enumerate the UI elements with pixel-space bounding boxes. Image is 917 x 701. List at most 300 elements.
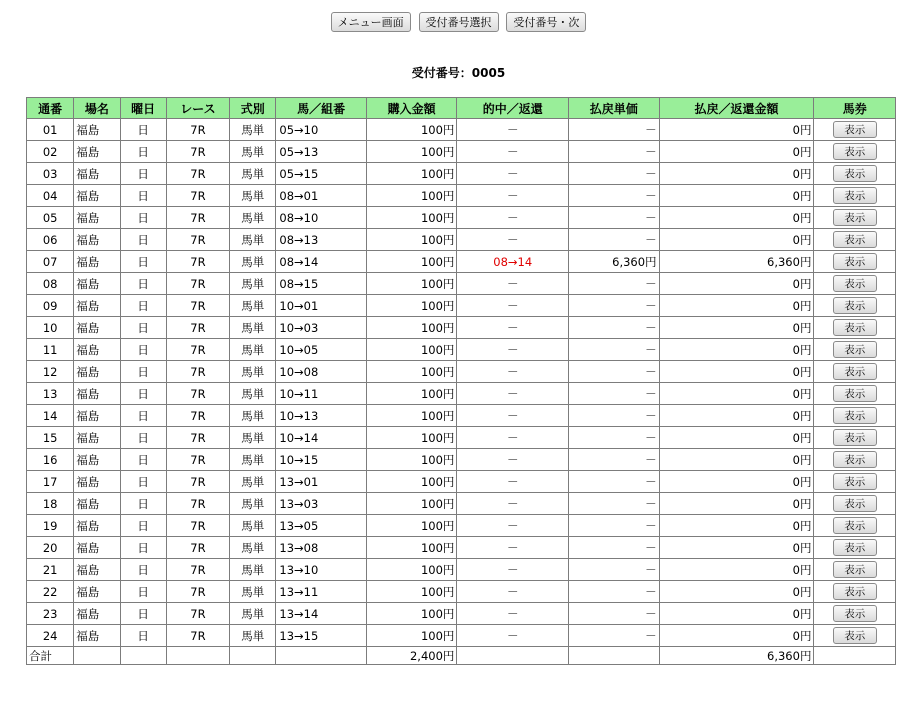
show-ticket-button[interactable]: 表示 [833, 605, 877, 622]
combination-cell: 10→05 [276, 339, 366, 360]
ticket-cell [814, 361, 895, 382]
race-cell: 7R [167, 559, 229, 580]
payout-amount-cell: 0円 [660, 317, 814, 338]
day-cell: 日 [121, 141, 166, 162]
bet-type-cell: 馬単 [230, 273, 275, 294]
serial-cell: 01 [27, 119, 73, 140]
show-ticket-button[interactable]: 表示 [833, 253, 877, 270]
day-cell: 日 [121, 295, 166, 316]
table-row [27, 449, 895, 470]
toolbar [0, 12, 917, 32]
table-row [27, 471, 895, 492]
show-ticket-button[interactable]: 表示 [833, 209, 877, 226]
hit-refund-cell: － [457, 405, 568, 426]
day-cell: 日 [121, 493, 166, 514]
table-row [27, 185, 895, 206]
table-row [27, 515, 895, 536]
header-venue: 場名 [74, 98, 119, 118]
purchase-amount-cell: 100円 [367, 163, 457, 184]
venue-cell: 福島 [74, 581, 119, 602]
total-empty-cell [569, 647, 659, 664]
combination-cell: 05→13 [276, 141, 366, 162]
payout-amount-cell: 0円 [660, 603, 814, 624]
total-empty-cell [457, 647, 568, 664]
day-cell: 日 [121, 427, 166, 448]
combination-cell: 10→15 [276, 449, 366, 470]
payout-unit-cell: － [569, 383, 659, 404]
hit-refund-cell: － [457, 471, 568, 492]
receipt-select-button[interactable]: 受付番号選択 [419, 12, 499, 32]
ticket-cell [814, 537, 895, 558]
bet-type-cell: 馬単 [230, 207, 275, 228]
payout-unit-cell: － [569, 449, 659, 470]
total-empty-cell [230, 647, 275, 664]
payout-unit-cell: － [569, 405, 659, 426]
show-ticket-button[interactable]: 表示 [833, 143, 877, 160]
purchase-amount-cell: 100円 [367, 251, 457, 272]
ticket-cell [814, 383, 895, 404]
combination-cell: 10→14 [276, 427, 366, 448]
show-ticket-button[interactable]: 表示 [833, 121, 877, 138]
payout-amount-cell: 0円 [660, 339, 814, 360]
bet-type-cell: 馬単 [230, 251, 275, 272]
venue-cell: 福島 [74, 273, 119, 294]
payout-unit-cell: － [569, 339, 659, 360]
venue-cell: 福島 [74, 405, 119, 426]
purchase-amount-cell: 100円 [367, 405, 457, 426]
show-ticket-button[interactable]: 表示 [833, 627, 877, 644]
serial-cell: 05 [27, 207, 73, 228]
ticket-cell [814, 273, 895, 294]
combination-cell: 13→08 [276, 537, 366, 558]
bet-type-cell: 馬単 [230, 295, 275, 316]
bet-type-cell: 馬単 [230, 471, 275, 492]
serial-cell: 24 [27, 625, 73, 646]
table-row [27, 273, 895, 294]
bet-type-cell: 馬単 [230, 405, 275, 426]
combination-cell: 13→03 [276, 493, 366, 514]
header-day: 曜日 [121, 98, 166, 118]
purchase-amount-cell: 100円 [367, 141, 457, 162]
venue-cell: 福島 [74, 119, 119, 140]
venue-cell: 福島 [74, 471, 119, 492]
bet-type-cell: 馬単 [230, 625, 275, 646]
day-cell: 日 [121, 229, 166, 250]
bet-type-cell: 馬単 [230, 537, 275, 558]
serial-cell: 02 [27, 141, 73, 162]
table-row [27, 207, 895, 228]
payout-unit-cell: － [569, 273, 659, 294]
combination-cell: 05→10 [276, 119, 366, 140]
day-cell: 日 [121, 185, 166, 206]
table-row [27, 163, 895, 184]
show-ticket-button[interactable]: 表示 [833, 429, 877, 446]
day-cell: 日 [121, 251, 166, 272]
header-payout-amount: 払戻／返還金額 [660, 98, 814, 118]
ticket-cell [814, 317, 895, 338]
hit-refund-cell: － [457, 515, 568, 536]
hit-refund-cell: － [457, 559, 568, 580]
payout-amount-cell: 0円 [660, 625, 814, 646]
purchase-amount-cell: 100円 [367, 383, 457, 404]
hit-refund-cell: － [457, 185, 568, 206]
table-row [27, 141, 895, 162]
serial-cell: 08 [27, 273, 73, 294]
table-row [27, 229, 895, 250]
show-ticket-button[interactable]: 表示 [833, 297, 877, 314]
ticket-cell [814, 207, 895, 228]
serial-cell: 07 [27, 251, 73, 272]
total-label: 合計 [27, 647, 73, 664]
header-hit-refund: 的中／返還 [457, 98, 568, 118]
payout-amount-cell: 0円 [660, 559, 814, 580]
bet-type-cell: 馬単 [230, 317, 275, 338]
ticket-cell [814, 405, 895, 426]
hit-refund-cell: － [457, 537, 568, 558]
serial-cell: 03 [27, 163, 73, 184]
purchase-amount-cell: 100円 [367, 361, 457, 382]
show-ticket-button[interactable]: 表示 [833, 319, 877, 336]
show-ticket-button[interactable]: 表示 [833, 495, 877, 512]
venue-cell: 福島 [74, 559, 119, 580]
bet-type-cell: 馬単 [230, 163, 275, 184]
show-ticket-button[interactable]: 表示 [833, 407, 877, 424]
combination-cell: 13→10 [276, 559, 366, 580]
payout-amount-cell: 0円 [660, 405, 814, 426]
show-ticket-button[interactable]: 表示 [833, 517, 877, 534]
payout-unit-cell: － [569, 185, 659, 206]
venue-cell: 福島 [74, 449, 119, 470]
combination-cell: 10→08 [276, 361, 366, 382]
show-ticket-button[interactable]: 表示 [833, 385, 877, 402]
serial-cell: 21 [27, 559, 73, 580]
ticket-cell [814, 163, 895, 184]
day-cell: 日 [121, 273, 166, 294]
ticket-cell [814, 625, 895, 646]
serial-cell: 04 [27, 185, 73, 206]
serial-cell: 23 [27, 603, 73, 624]
ticket-cell [814, 339, 895, 360]
payout-amount-cell: 0円 [660, 207, 814, 228]
ticket-cell [814, 559, 895, 580]
show-ticket-button[interactable]: 表示 [833, 583, 877, 600]
ticket-cell [814, 449, 895, 470]
header-bet-type: 式別 [230, 98, 275, 118]
race-cell: 7R [167, 603, 229, 624]
table-row [27, 625, 895, 646]
purchase-amount-cell: 100円 [367, 207, 457, 228]
show-ticket-button[interactable]: 表示 [833, 275, 877, 292]
total-empty-cell [814, 647, 895, 664]
show-ticket-button[interactable]: 表示 [833, 539, 877, 556]
total-empty-cell [167, 647, 229, 664]
hit-refund-cell: － [457, 581, 568, 602]
table-row [27, 317, 895, 338]
bet-type-cell: 馬単 [230, 427, 275, 448]
venue-cell: 福島 [74, 251, 119, 272]
ticket-cell [814, 493, 895, 514]
venue-cell: 福島 [74, 163, 119, 184]
payout-amount-cell: 0円 [660, 537, 814, 558]
payout-amount-cell: 0円 [660, 515, 814, 536]
payout-unit-cell: － [569, 515, 659, 536]
race-cell: 7R [167, 383, 229, 404]
race-cell: 7R [167, 141, 229, 162]
combination-cell: 10→11 [276, 383, 366, 404]
show-ticket-button[interactable]: 表示 [833, 165, 877, 182]
hit-refund-cell: － [457, 229, 568, 250]
payout-amount-cell: 0円 [660, 449, 814, 470]
bet-type-cell: 馬単 [230, 361, 275, 382]
bet-type-cell: 馬単 [230, 559, 275, 580]
combination-cell: 08→10 [276, 207, 366, 228]
day-cell: 日 [121, 383, 166, 404]
purchase-amount-cell: 100円 [367, 449, 457, 470]
race-cell: 7R [167, 493, 229, 514]
combination-cell: 13→14 [276, 603, 366, 624]
purchase-amount-cell: 100円 [367, 427, 457, 448]
show-ticket-button[interactable]: 表示 [833, 363, 877, 380]
show-ticket-button[interactable]: 表示 [833, 561, 877, 578]
purchase-amount-cell: 100円 [367, 471, 457, 492]
hit-refund-cell: － [457, 119, 568, 140]
ticket-cell [814, 603, 895, 624]
table-row [27, 581, 895, 602]
purchase-amount-cell: 100円 [367, 317, 457, 338]
payout-amount-cell: 0円 [660, 141, 814, 162]
payout-amount-cell: 0円 [660, 163, 814, 184]
serial-cell: 09 [27, 295, 73, 316]
venue-cell: 福島 [74, 603, 119, 624]
race-cell: 7R [167, 405, 229, 426]
race-cell: 7R [167, 295, 229, 316]
total-purchase-amount: 2,400円 [367, 647, 457, 664]
day-cell: 日 [121, 515, 166, 536]
header-payout-unit: 払戻単価 [569, 98, 659, 118]
combination-cell: 08→01 [276, 185, 366, 206]
payout-unit-cell: 6,360円 [569, 251, 659, 272]
combination-cell: 10→13 [276, 405, 366, 426]
total-empty-cell [121, 647, 166, 664]
race-cell: 7R [167, 185, 229, 206]
combination-cell: 08→13 [276, 229, 366, 250]
race-cell: 7R [167, 625, 229, 646]
serial-cell: 22 [27, 581, 73, 602]
race-cell: 7R [167, 163, 229, 184]
serial-cell: 10 [27, 317, 73, 338]
combination-cell: 08→15 [276, 273, 366, 294]
table-row [27, 295, 895, 316]
venue-cell: 福島 [74, 295, 119, 316]
payout-unit-cell: － [569, 625, 659, 646]
bet-type-cell: 馬単 [230, 581, 275, 602]
hit-refund-cell: － [457, 207, 568, 228]
receipt-number-title: 受付番号：0005 [411, 66, 506, 80]
payout-unit-cell: － [569, 141, 659, 162]
ticket-cell [814, 581, 895, 602]
payout-unit-cell: － [569, 603, 659, 624]
header-race: レース [167, 98, 229, 118]
day-cell: 日 [121, 405, 166, 426]
serial-cell: 15 [27, 427, 73, 448]
day-cell: 日 [121, 361, 166, 382]
day-cell: 日 [121, 581, 166, 602]
venue-cell: 福島 [74, 383, 119, 404]
table-row [27, 427, 895, 448]
combination-cell: 08→14 [276, 251, 366, 272]
bet-type-cell: 馬単 [230, 339, 275, 360]
hit-refund-cell: － [457, 383, 568, 404]
purchase-amount-cell: 100円 [367, 559, 457, 580]
header-ticket: 馬券 [814, 98, 895, 118]
venue-cell: 福島 [74, 361, 119, 382]
purchase-amount-cell: 100円 [367, 229, 457, 250]
race-cell: 7R [167, 251, 229, 272]
day-cell: 日 [121, 537, 166, 558]
hit-refund-cell: － [457, 625, 568, 646]
payout-amount-cell: 0円 [660, 119, 814, 140]
table-row [27, 339, 895, 360]
day-cell: 日 [121, 559, 166, 580]
payout-unit-cell: － [569, 361, 659, 382]
combination-cell: 05→15 [276, 163, 366, 184]
purchase-amount-cell: 100円 [367, 581, 457, 602]
combination-cell: 10→03 [276, 317, 366, 338]
day-cell: 日 [121, 625, 166, 646]
hit-refund-cell: － [457, 603, 568, 624]
table-row [27, 493, 895, 514]
venue-cell: 福島 [74, 229, 119, 250]
show-ticket-button[interactable]: 表示 [833, 473, 877, 490]
payout-unit-cell: － [569, 317, 659, 338]
hit-refund-cell: － [457, 493, 568, 514]
combination-cell: 13→11 [276, 581, 366, 602]
race-cell: 7R [167, 581, 229, 602]
show-ticket-button[interactable]: 表示 [833, 341, 877, 358]
show-ticket-button[interactable]: 表示 [833, 187, 877, 204]
purchase-amount-cell: 100円 [367, 537, 457, 558]
bet-type-cell: 馬単 [230, 141, 275, 162]
day-cell: 日 [121, 603, 166, 624]
receipt-next-button[interactable]: 受付番号・次 [506, 12, 586, 32]
payout-unit-cell: － [569, 581, 659, 602]
table-row [27, 537, 895, 558]
hit-refund-cell: － [457, 361, 568, 382]
bet-type-cell: 馬単 [230, 449, 275, 470]
race-cell: 7R [167, 339, 229, 360]
table-row [27, 405, 895, 426]
venue-cell: 福島 [74, 317, 119, 338]
hit-refund-cell: － [457, 295, 568, 316]
ticket-cell [814, 251, 895, 272]
purchase-amount-cell: 100円 [367, 119, 457, 140]
race-cell: 7R [167, 229, 229, 250]
payout-unit-cell: － [569, 559, 659, 580]
venue-cell: 福島 [74, 141, 119, 162]
day-cell: 日 [121, 163, 166, 184]
bet-type-cell: 馬単 [230, 603, 275, 624]
hit-refund-cell: － [457, 449, 568, 470]
payout-unit-cell: － [569, 427, 659, 448]
menu-screen-button[interactable]: メニュー画面 [331, 12, 411, 32]
race-cell: 7R [167, 537, 229, 558]
table-row [27, 119, 895, 140]
payout-amount-cell: 0円 [660, 493, 814, 514]
day-cell: 日 [121, 317, 166, 338]
serial-cell: 16 [27, 449, 73, 470]
ticket-cell [814, 141, 895, 162]
table-row [27, 251, 895, 272]
venue-cell: 福島 [74, 339, 119, 360]
payout-unit-cell: － [569, 119, 659, 140]
serial-cell: 06 [27, 229, 73, 250]
day-cell: 日 [121, 207, 166, 228]
race-cell: 7R [167, 207, 229, 228]
purchase-amount-cell: 100円 [367, 295, 457, 316]
race-cell: 7R [167, 471, 229, 492]
ticket-cell [814, 515, 895, 536]
ticket-cell [814, 229, 895, 250]
ticket-cell [814, 471, 895, 492]
show-ticket-button[interactable]: 表示 [833, 231, 877, 248]
purchase-amount-cell: 100円 [367, 515, 457, 536]
table-row [27, 361, 895, 382]
bet-type-cell: 馬単 [230, 383, 275, 404]
serial-cell: 17 [27, 471, 73, 492]
ticket-cell [814, 119, 895, 140]
serial-cell: 12 [27, 361, 73, 382]
venue-cell: 福島 [74, 625, 119, 646]
combination-cell: 13→01 [276, 471, 366, 492]
hit-refund-cell: － [457, 141, 568, 162]
table-row [27, 383, 895, 404]
payout-amount-cell: 0円 [660, 581, 814, 602]
payout-unit-cell: － [569, 493, 659, 514]
payout-amount-cell: 0円 [660, 427, 814, 448]
payout-unit-cell: － [569, 537, 659, 558]
race-cell: 7R [167, 449, 229, 470]
bet-results-table [26, 97, 896, 665]
combination-cell: 13→15 [276, 625, 366, 646]
race-cell: 7R [167, 515, 229, 536]
combination-cell: 13→05 [276, 515, 366, 536]
payout-amount-cell: 6,360円 [660, 251, 814, 272]
hit-refund-cell: 08→14 [457, 251, 568, 272]
show-ticket-button[interactable]: 表示 [833, 451, 877, 468]
payout-unit-cell: － [569, 295, 659, 316]
serial-cell: 13 [27, 383, 73, 404]
ticket-cell [814, 295, 895, 316]
race-cell: 7R [167, 361, 229, 382]
day-cell: 日 [121, 119, 166, 140]
race-cell: 7R [167, 317, 229, 338]
purchase-amount-cell: 100円 [367, 339, 457, 360]
payout-amount-cell: 0円 [660, 229, 814, 250]
payout-unit-cell: － [569, 471, 659, 492]
payout-amount-cell: 0円 [660, 273, 814, 294]
purchase-amount-cell: 100円 [367, 493, 457, 514]
purchase-amount-cell: 100円 [367, 273, 457, 294]
payout-amount-cell: 0円 [660, 295, 814, 316]
venue-cell: 福島 [74, 537, 119, 558]
venue-cell: 福島 [74, 427, 119, 448]
payout-unit-cell: － [569, 163, 659, 184]
payout-amount-cell: 0円 [660, 471, 814, 492]
serial-cell: 20 [27, 537, 73, 558]
serial-cell: 14 [27, 405, 73, 426]
hit-refund-cell: － [457, 317, 568, 338]
hit-refund-cell: － [457, 339, 568, 360]
